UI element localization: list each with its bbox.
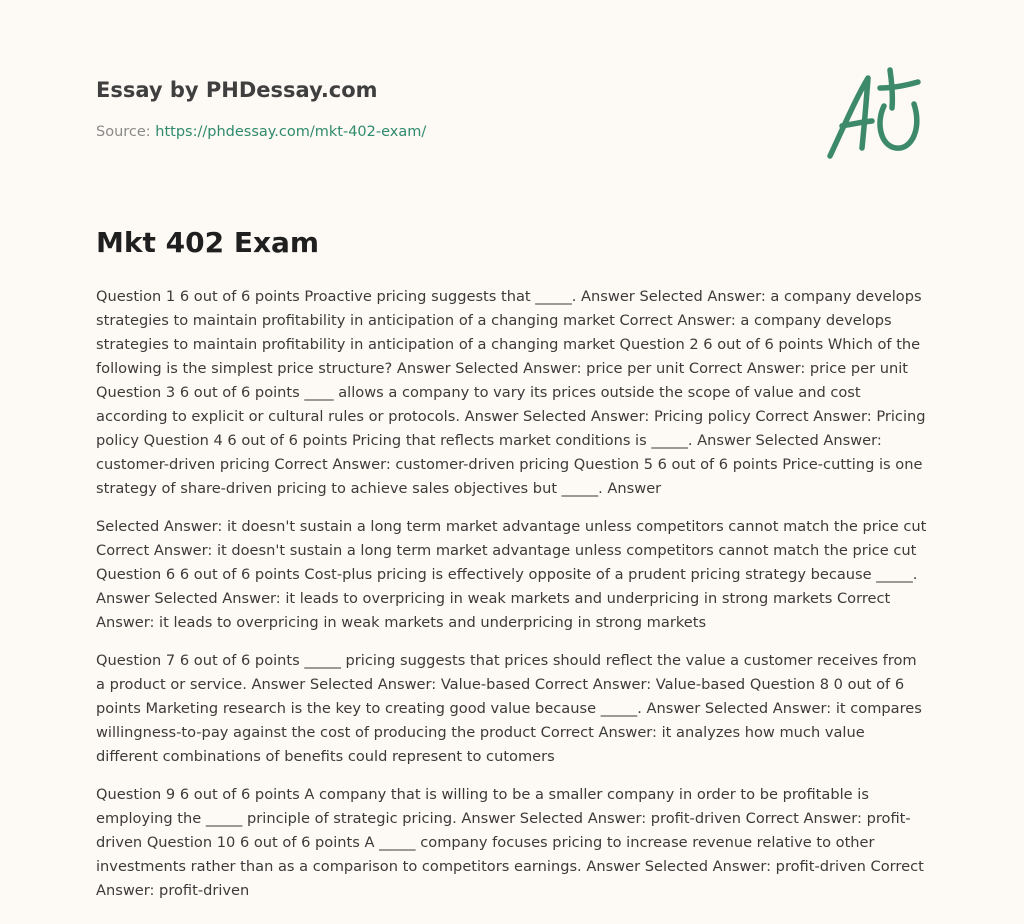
source-label: Source: — [96, 124, 156, 140]
document-body — [96, 285, 930, 917]
document-title: Mkt 402 Exam — [96, 226, 320, 259]
body-paragraph: Question 1 6 out of 6 points Proactive pricing suggests that _____. Answer Selected Answer: a company develops strategies to maintain profitability in anticipation of a changing market Correct Answer: a company develops strategies to maintain profitability in anticipation of a changing market Question 2 6 out of 6 points Which of the following is the simplest price structure? Answer Selected Answer: price per unit Correct Answer: price per unit Question 3 6 out of 6 points ____ allows a company to vary its prices outside the scope of value and cost according to explicit or cultural rules or protocols. Answer Selected Answer: Pricing policy Correct Answer: Pricing policy Question 4 6 out of 6 points Pricing that reflects market conditions is _____. Answer Selected Answer: customer-driven pricing Correct Answer: customer-driven pricing Question 5 6 out of 6 points Price-cutting is one strategy of share-driven pricing to achieve sales objectives but _____. Answer — [96, 288, 926, 497]
body-paragraph: Selected Answer: it doesn't sustain a long term market advantage unless competitors cannot match the price cut Correct Answer: it doesn't sustain a long term market advantage unless competitors cannot match the price cut Question 6 6 out of 6 points Cost-plus pricing is effectively opposite of a prudent pricing strategy because _____. Answer Selected Answer: it leads to overpricing in weak markets and underpricing in strong markets Correct Answer: it leads to overpricing in weak markets and underpricing in strong markets — [96, 518, 927, 631]
source-line — [96, 124, 426, 140]
source-link[interactable]: https://phdessay.com/mkt-402-exam/ — [155, 124, 427, 140]
body-paragraph: Question 7 6 out of 6 points _____ pricing suggests that prices should reflect the value a customer receives from a product or service. Answer Selected Answer: Value-based Correct Answer: Value-based Question 8 0 out of 6 points Marketing research is the key to creating good value because _____. Answer Selected Answer: it compares willingness-to-pay against the cost of producing the product Correct Answer: it analyzes how much value different combinations of benefits could represent to cutomers — [96, 652, 922, 765]
brand-title: Essay by PHDessay.com — [96, 78, 378, 102]
a-plus-logo-icon — [822, 66, 928, 166]
body-paragraph: Question 9 6 out of 6 points A company that is willing to be a smaller company in order to be profitable is employing the _____ principle of strategic pricing. Answer Selected Answer: profit-driven Correct Answer: profit-driven Question 10 6 out of 6 points A _____ company focuses pricing to increase revenue relative to other investments rather than as a comparison to competitors earnings. Answer Selected Answer: profit-driven Correct Answer: profit-driven — [96, 786, 924, 899]
